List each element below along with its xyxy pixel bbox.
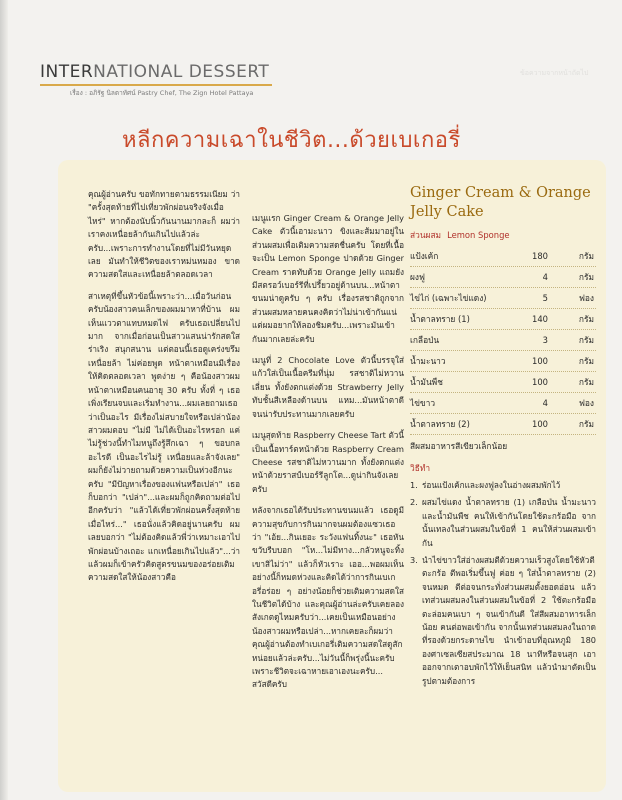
ingredient-unit: กรัม xyxy=(578,251,594,261)
ingredient-qty: 100 xyxy=(532,377,548,387)
ingredient-name: แป้งเค้ก xyxy=(410,251,439,261)
page-spine-shadow xyxy=(0,0,8,800)
paragraph: เมนูที่ 2 Chocolate Love ตัวนี้บรรจุใส่แก้วใส่เป็นเนื้อครีมที่นุ่ม รสชาติไม่หวานเลี่ยน ทั้งยังตกแต่งด้วย Strawberry Jelly ทับชั้นสีเหลืองด้านบน แหม...มันหน้าตาดีจนน่ารับประทานมากเลยครับ xyxy=(252,355,404,419)
facing-page-bleed xyxy=(520,68,610,79)
method-steps xyxy=(410,479,596,688)
header-rule xyxy=(40,84,272,86)
ingredient-name: ไข่ไก่ (เฉพาะไข่แดง) xyxy=(410,293,487,303)
step-number: 2. xyxy=(410,497,418,508)
ingredient-row xyxy=(410,267,596,288)
step-text: ร่อนแป้งเค้กและผงฟูลงในอ่างผสมพักไว้ xyxy=(422,480,561,490)
ingredient-qty: 100 xyxy=(532,356,548,366)
recipe-subtitle xyxy=(410,228,596,242)
step-number: 3. xyxy=(410,555,418,566)
sponge-name: Lemon Sponge xyxy=(447,230,510,240)
section-title-first: INTER xyxy=(40,62,94,82)
ingredient-name: น้ำมันพืช xyxy=(410,377,443,387)
section-title xyxy=(40,62,269,82)
paragraph: เมนูแรก Ginger Cream & Orange Jelly Cake ตัวนี้เอามะนาว ขิงและส้มมาอยู่ในส่วนผสมเพื่อเติมความสดชื่นครับ โดยที่เนื้อจะเป็น Lemon Sponge ปาดด้วย Ginger Cream ราดทับด้วย Orange Jelly แถมยังมีสตรอว์เบอร์รีที่เปรี้ยวอยู่ด้านบน...หน้าตาขนมน่าดูครับ ๆ ครับ เรื่องรสชาติถูกจากส่วนผสมหลายคนคงคิดว่าไม่น่าเข้ากันแน่ แต่ผมอยากให้ลองชิมครับ...เพราะมันเข้ากันมากเลยล่ะครับ xyxy=(252,213,404,344)
ingredient-row xyxy=(410,351,596,372)
ingredient-name: น้ำตาลทราย (2) xyxy=(410,419,470,429)
method-heading: วิธีทำ xyxy=(410,463,431,473)
paragraph: เมนูสุดท้าย Raspberry Cheese Tart ตัวนี้เป็นเนื้อทาร์ตหน้าด้วย Raspberry Cream Cheese รสชาติไม่หวานมาก ทั้งยังตกแต่งหน้าด้วยราสป์เบอร์รีลูกโต...ดูน่ากินจังเลยครับ xyxy=(252,430,404,494)
paragraph: หลังจากเธอได้รับประทานขนมแล้ว เธอดูมีความสุขกับการกินมากจนผมต้องแซวเธอว่า "เอ้ย...กินเยอะ ระวังแฟนทิ้งนะ" เธอหันขวับรีบบอก "โห...ไม่มีทาง...กลัวหนูจะทิ้งเขาสิไม่ว่า" แล้วก็หัวเราะ เออ...พอผมเห็นอย่างนี้ก็หมดห่วงและคิดได้ว่าการกินเบเกอรี่อร่อย ๆ อย่างน้อยก็ช่วยเติมความสดใสในชีวิตได้บ้าง และคุณผู้อ่านล่ะครับเคยลองสังเกตดูไหมครับว่า...เคยเป็นเหมือนอย่างน้องสาวผมหรือเปล่า...หากเคยละก็ผมว่าคุณผู้อ่านต้องทำเบเกอรี่เติมความสดใสดูสักหน่อยแล้วล่ะครับ...ไม่วันนี้ก็พรุ่งนี้นะครับ เพราะชีวิตจะเฉาหายเอาเองนะครับ... สวัสดีครับ xyxy=(252,505,404,690)
ingredient-unit: ฟอง xyxy=(578,293,594,303)
ingredient-qty: 3 xyxy=(542,335,548,345)
ingredient-name: ไข่ขาว xyxy=(410,398,436,408)
ingredient-qty: 180 xyxy=(532,251,548,261)
method-step xyxy=(410,479,596,492)
step-text: ผสมไข่แดง น้ำตาลทราย (1) เกลือป่น น้ำมะนาวและน้ำมันพืช คนให้เข้ากันโดยใช้ตะกร้อมือ จากนั้นเทลงในส่วนผสมในข้อที่ 1 คนให้ส่วนผสมเข้ากัน xyxy=(422,497,596,548)
ingredient-name: ผงฟู xyxy=(410,272,425,282)
step-text: นำไข่ขาวใส่อ่างผสมตีด้วยความเร็วสูงโดยใช้หัวตีตะกร้อ ตีพอเริ่มขึ้นฟู ค่อย ๆ ใส่น้ำตาลทราย (2) จนหมด ตีต่อจนกระทั่งส่วนผสมตั้งยอดอ่อน แล้วเทส่วนผสมลงในส่วนผสมในข้อที่ 2 ใช้ตะกร้อมือตะล่อมคนเบา ๆ จนเข้ากันดี ใส่สีผสมอาหารเล็กน้อย คนต่อพอเข้ากัน จากนั้นเทส่วนผสมลงในถาดที่รองด้วยกระดาษไข นำเข้าอบที่อุณหภูมิ 180 องศาเซลเซียสประมาณ 18 นาทีหรือจนสุก เอาออกจากเตาอบพักไว้ให้เย็นสนิท แล้วนำมาตัดเป็นรูปตามต้องการ xyxy=(422,555,596,686)
ingredient-row xyxy=(410,393,596,414)
paragraph: สาเหตุที่ขึ้นหัวข้อนี้เพราะว่า...เมื่อวันก่อนครับน้องสาวคนเล็กของผมมาหาที่บ้าน ผมเห็นแววตาแทบหมดไฟ ครับเธอเปลี่ยนไปมาก จากเมื่อก่อนเป็นสาวแสนน่ารักสดใส ร่าเริง สนุกสนาน แต่ตอนนี้เธอดูเคร่งขรึม เหนื่อยล้า ไม่ค่อยพูด หน้าตาเหมือนมีเรื่องให้คิดตลอดเวลา พูดง่าย ๆ คือน้องสาวผมหน้าตาเหมือนคนอายุ 30 ครับ ทั้งที่ ๆ เธอเพิ่งเรียนจบและเริ่มทำงาน...ผมเลยถามเธอว่าเป็นอะไร มีเรื่องไม่สบายใจหรือเปล่าน้องสาวผมตอบ "ไม่มี ไม่ได้เป็นอะไรหรอก แค่ไม่รู้ช่วงนี้ทำไมหนูถึงรู้สึกเฉา ๆ ขอบกลอะไรดี เป็นอะไรไม่รู้ เหนื่อยและล้าจังเลย" ผมก็ยังไม่วายถามด้วยความเป็นห่วงอีกนะครับ "มีปัญหาเรื่องของแฟนหรือเปล่า" เธอก็บอกว่า "เปล่า"...และผมก็ถูกคิดถามต่อไปอีกครับว่า "แล้วได้เที่ยวพักผ่อนครั้งสุดท้ายเมื่อไหร่..." เธอนั่งแล้วคิดอยู่นานครับ ผมเลยบอกว่า "ไม่ต้องคิดแล้วพี่ว่าเหมาะเอาไปพักผ่อนบ้างเถอะ แกเหนื่อยเกินไปแล้ว"...ว่าแล้วผมก็เข้าครัวคิดสูตรขนมของอร่อยเติมความสดใสให้น้องสาวคือ xyxy=(88,290,240,583)
article-column-1 xyxy=(88,188,240,593)
ingredient-unit: กรัม xyxy=(578,272,594,282)
article-headline: หลีกความเฉาในชีวิต...ด้วยเบเกอรี่ xyxy=(122,128,461,153)
ingredient-row xyxy=(410,288,596,309)
recipe-title: Ginger Cream & Orange Jelly Cake xyxy=(410,185,591,220)
method-step xyxy=(410,496,596,550)
step-number: 1. xyxy=(410,480,418,490)
recipe-box xyxy=(410,184,596,692)
ingredient-row xyxy=(410,414,596,435)
facing-page-text: ข้อความจากหน้าถัดไป xyxy=(520,69,589,77)
ingredient-unit: กรัม xyxy=(578,356,594,366)
article-column-2 xyxy=(252,212,404,700)
ingredient-row xyxy=(410,246,596,267)
ingredient-unit: กรัม xyxy=(578,419,594,429)
ingredients-heading: ส่วนผสม xyxy=(410,230,442,240)
ingredient-qty: 4 xyxy=(542,398,548,408)
ingredient-list xyxy=(410,246,596,435)
ingredient-name: น้ำตาลทราย (1) xyxy=(410,314,470,324)
ingredient-unit: กรัม xyxy=(578,335,594,345)
ingredient-qty: 140 xyxy=(532,314,548,324)
ingredient-qty: 5 xyxy=(542,293,548,303)
ingredient-name: น้ำมะนาว xyxy=(410,356,446,366)
ingredient-row xyxy=(410,372,596,393)
byline: เรื่อง : อภิรัฐ นิลตาทัศน์ Pastry Chef, The Zign Hotel Pattaya xyxy=(70,89,254,97)
ingredient-unit: กรัม xyxy=(578,314,594,324)
ingredient-qty: 100 xyxy=(532,419,548,429)
ingredient-unit: กรัม xyxy=(578,377,594,387)
ingredient-qty: 4 xyxy=(542,272,548,282)
paragraph: คุณผู้อ่านครับ ขอทักทายตามธรรมเนียม ว่า "ครั้งสุดท้ายที่ไปเที่ยวพักผ่อนจริงจังเมื่อไหร่" หากต้องนับนิ้วกันนานมากละก็ ผมว่าเราคงเหนื่อยล้ากันเกินไปแล้วล่ะครับ...เพราะการทำงานโดยที่ไม่มีวันหยุดเลย มันทำให้ชีวิตของเราหม่นหมอง ขาดความสดใสและเหนื่อยล้าตลอดเวลา xyxy=(88,189,240,280)
ingredient-unit: ฟอง xyxy=(578,398,594,408)
ingredient-name: เกลือป่น xyxy=(410,335,440,345)
ingredient-row xyxy=(410,309,596,330)
recipe-note: สีผสมอาหารสีเขียวเล็กน้อย xyxy=(410,441,508,451)
section-header xyxy=(40,62,270,97)
method-step xyxy=(410,554,596,688)
ingredient-row xyxy=(410,330,596,351)
section-title-rest: NATIONAL DESSERT xyxy=(93,62,270,82)
